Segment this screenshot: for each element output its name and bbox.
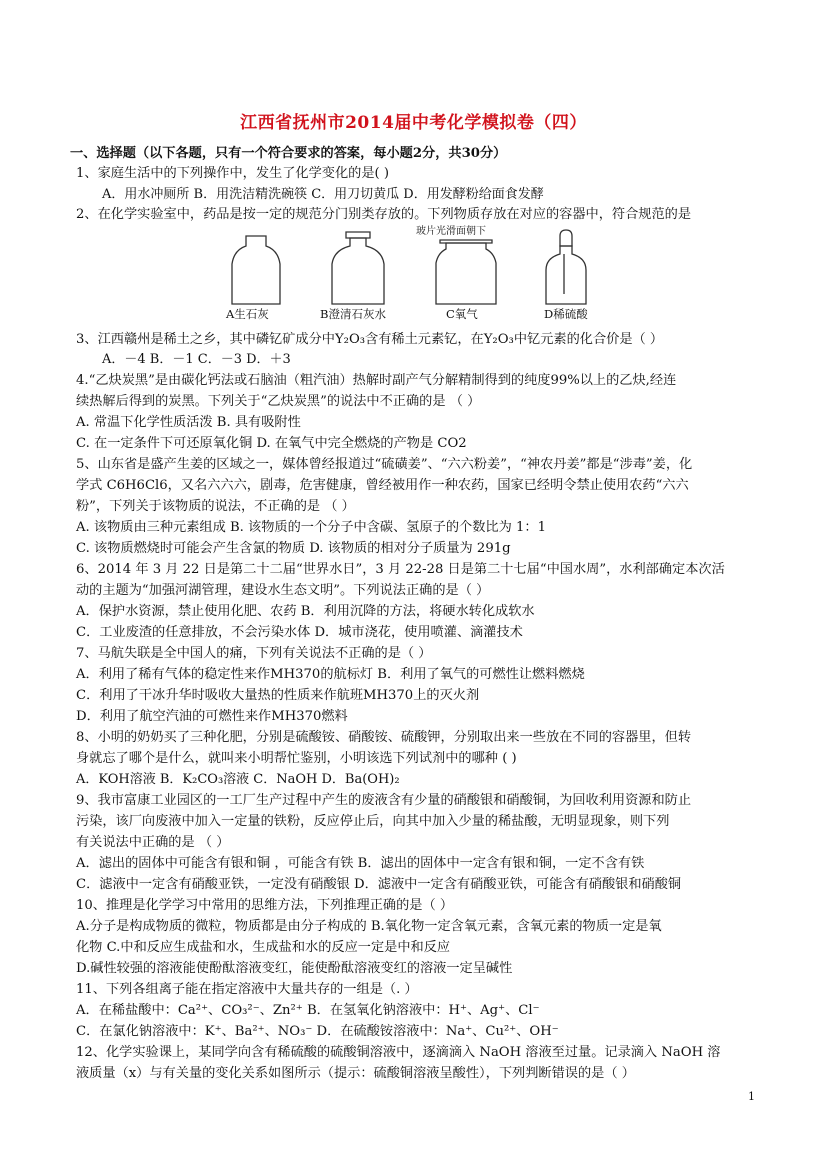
question-4-options-1: A. 常温下化学性质活泼 B. 具有吸附性 bbox=[76, 415, 301, 430]
question-7-options-1: A．利用了稀有气体的稳定性来作MH370的航标灯 B．利用了氧气的可燃性让燃料燃烧 bbox=[76, 667, 585, 682]
question-11-options-2: C．在氯化钠溶液中：K⁺、Ba²⁺、NO₃⁻ D．在硫酸铵溶液中：Na⁺、Cu²⁺、OH⁻ bbox=[76, 1024, 559, 1039]
question-12-line-1: 12、化学实验课上，某同学向含有稀硫酸的硫酸铜溶液中，逐滴滴入 NaOH 溶液至过量。记录滴入 NaOH 溶 bbox=[76, 1045, 721, 1060]
question-9-line-2: 污染，该厂向废液中加入一定量的铁粉，反应停止后，向其中加入少量的稀盐酸，无明显现象，则下列 bbox=[76, 814, 670, 829]
bottle-label-d: D稀硫酸 bbox=[544, 307, 588, 321]
section-heading: 一、选择题（以下各题，只有一个符合要求的答案，每小题2分，共30分） bbox=[70, 146, 507, 161]
question-10: 10、推理是化学学习中常用的思维方法，下列推理正确的是（ ） bbox=[76, 898, 454, 913]
page-number: 1 bbox=[748, 1090, 755, 1103]
question-5-line-3: 粉”，下列关于该物质的说法，不正确的是 （ ） bbox=[76, 499, 355, 514]
question-4-options-2: C. 在一定条件下可还原氧化铜 D. 在氧气中完全燃烧的产物是 CO2 bbox=[76, 436, 467, 451]
bottle-label-a: A生石灰 bbox=[226, 307, 269, 321]
question-9-line-3: 有关说法中正确的是 （ ） bbox=[76, 835, 230, 850]
bottle-label-c: C氧气 bbox=[446, 307, 478, 321]
question-8-line-2: 身就忘了哪个是什么，就叫来小明帮忙鉴别，小明该选下列试剂中的哪种 ( ) bbox=[76, 751, 517, 766]
question-10-options-3: D.碱性较强的溶液能使酚酞溶液变红，能使酚酞溶液变红的溶液一定呈碱性 bbox=[76, 961, 513, 976]
glass-plate-note: 玻片光滑面朝下 bbox=[416, 226, 486, 237]
question-1: 1、家庭生活中的下列操作中，发生了化学变化的是( ) bbox=[76, 166, 389, 181]
question-8-options: A．KOH溶液 B．K₂CO₃溶液 C．NaOH D．Ba(OH)₂ bbox=[76, 772, 400, 787]
question-7-options-2: C．利用了干冰升华时吸收大量热的性质来作航班MH370上的灭火剂 bbox=[76, 688, 480, 703]
question-9-line-1: 9、我市富康工业园区的一工厂生产过程中产生的废液含有少量的硝酸银和硝酸铜，为回收利用资源和防止 bbox=[76, 793, 692, 808]
question-3: 3、江西赣州是稀土之乡，其中磷钇矿成分中Y₂O₃含有稀土元素钇，在Y₂O₃中钇元素的化合价是（ ） bbox=[76, 332, 664, 347]
page-title: 江西省抚州市2014届中考化学模拟卷（四） bbox=[240, 113, 587, 133]
question-5-options-2: C. 该物质燃烧时可能会产生含氯的物质 D. 该物质的相对分子质量为 291g bbox=[76, 541, 511, 556]
question-5-line-1: 5、山东省是盛产生姜的区域之一，媒体曾经报道过“硫磺姜”、“六六粉姜”，“神农丹姜”都是“涉毒”姜，化 bbox=[76, 457, 693, 472]
question-9-options-2: C．滤液中一定含有硝酸亚铁，一定没有硝酸银 D．滤液中一定含有硝酸亚铁，可能含有硝酸银和硝酸铜 bbox=[76, 877, 682, 892]
question-9-options-1: A．滤出的固体中可能含有银和铜 ，可能含有铁 B．滤出的固体中一定含有银和铜，一定不含有铁 bbox=[76, 856, 645, 871]
question-6-options-2: C．工业废渣的任意排放，不会污染水体 D．城市浇花，使用喷灌、滴灌技术 bbox=[76, 625, 523, 640]
question-6-options-1: A．保护水资源，禁止使用化肥、农药 B．利用沉降的方法，将硬水转化成软水 bbox=[76, 604, 535, 619]
reagent-bottles-figure bbox=[226, 228, 596, 326]
question-11-options-1: A．在稀盐酸中：Ca²⁺、CO₃²⁻、Zn²⁺ B．在氢氧化钠溶液中：H⁺、Ag⁺、Cl⁻ bbox=[76, 1003, 540, 1018]
question-12-line-2: 液质量（x）与有关量的变化关系如图所示（提示：硫酸铜溶液呈酸性），下列判断错误的是（ ） bbox=[76, 1066, 635, 1081]
question-1-options: A．用水冲厕所 B．用洗洁精洗碗筷 C．用刀切黄瓜 D．用发酵粉给面食发酵 bbox=[102, 187, 544, 202]
question-10-options-1: A.分子是构成物质的微粒，物质都是由分子构成的 B.氧化物一定含氧元素，含氧元素的物质一定是氧 bbox=[76, 919, 662, 934]
question-8-line-1: 8、小明的奶奶买了三种化肥，分别是硫酸铵、硝酸铵、硫酸钾，分别取出来一些放在不同的容器里，但转 bbox=[76, 730, 692, 745]
bottles-drawing bbox=[226, 228, 596, 308]
question-4-line-1: 4.“乙炔炭黑”是由碳化钙法或石脑油（粗汽油）热解时副产气分解精制得到的纯度99%以上的乙炔,经连 bbox=[76, 373, 677, 388]
question-6-line-2: 动的主题为“加强河湖管理，建设水生态文明”。下列说法正确的是（ ） bbox=[76, 583, 490, 598]
question-5-line-2: 学式 C6H6Cl6，又名六六六，剧毒，危害健康，曾经被用作一种农药，国家已经明令禁止使用农药“六六 bbox=[76, 478, 689, 493]
question-2: 2、在化学实验室中，药品是按一定的规范分门别类存放的。下列物质存放在对应的容器中，符合规范的是 bbox=[76, 207, 692, 222]
question-6-line-1: 6、2014 年 3 月 22 日是第二十二届“世界水日”，3 月 22-28 日是第二十七届“中国水周”，水利部确定本次活 bbox=[76, 562, 725, 577]
question-3-options: A．－4 B．－1 C．－3 D．＋3 bbox=[102, 352, 291, 367]
question-5-options-1: A. 该物质由三种元素组成 B. 该物质的一个分子中含碳、氢原子的个数比为 1：1 bbox=[76, 520, 546, 535]
question-7: 7、马航失联是全中国人的痛，下列有关说法不正确的是（ ） bbox=[76, 646, 432, 661]
question-11: 11、下列各组离子能在指定溶液中大量共存的一组是（. ） bbox=[76, 982, 418, 997]
question-7-options-3: D．利用了航空汽油的可燃性来作MH370燃料 bbox=[76, 709, 348, 724]
question-10-options-2: 化物 C.中和反应生成盐和水，生成盐和水的反应一定是中和反应 bbox=[76, 940, 451, 955]
bottle-label-b: B澄清石灰水 bbox=[320, 307, 386, 321]
question-4-line-2: 续热解后得到的炭黑。下列关于“乙炔炭黑”的说法中不正确的是 （ ） bbox=[76, 394, 481, 409]
